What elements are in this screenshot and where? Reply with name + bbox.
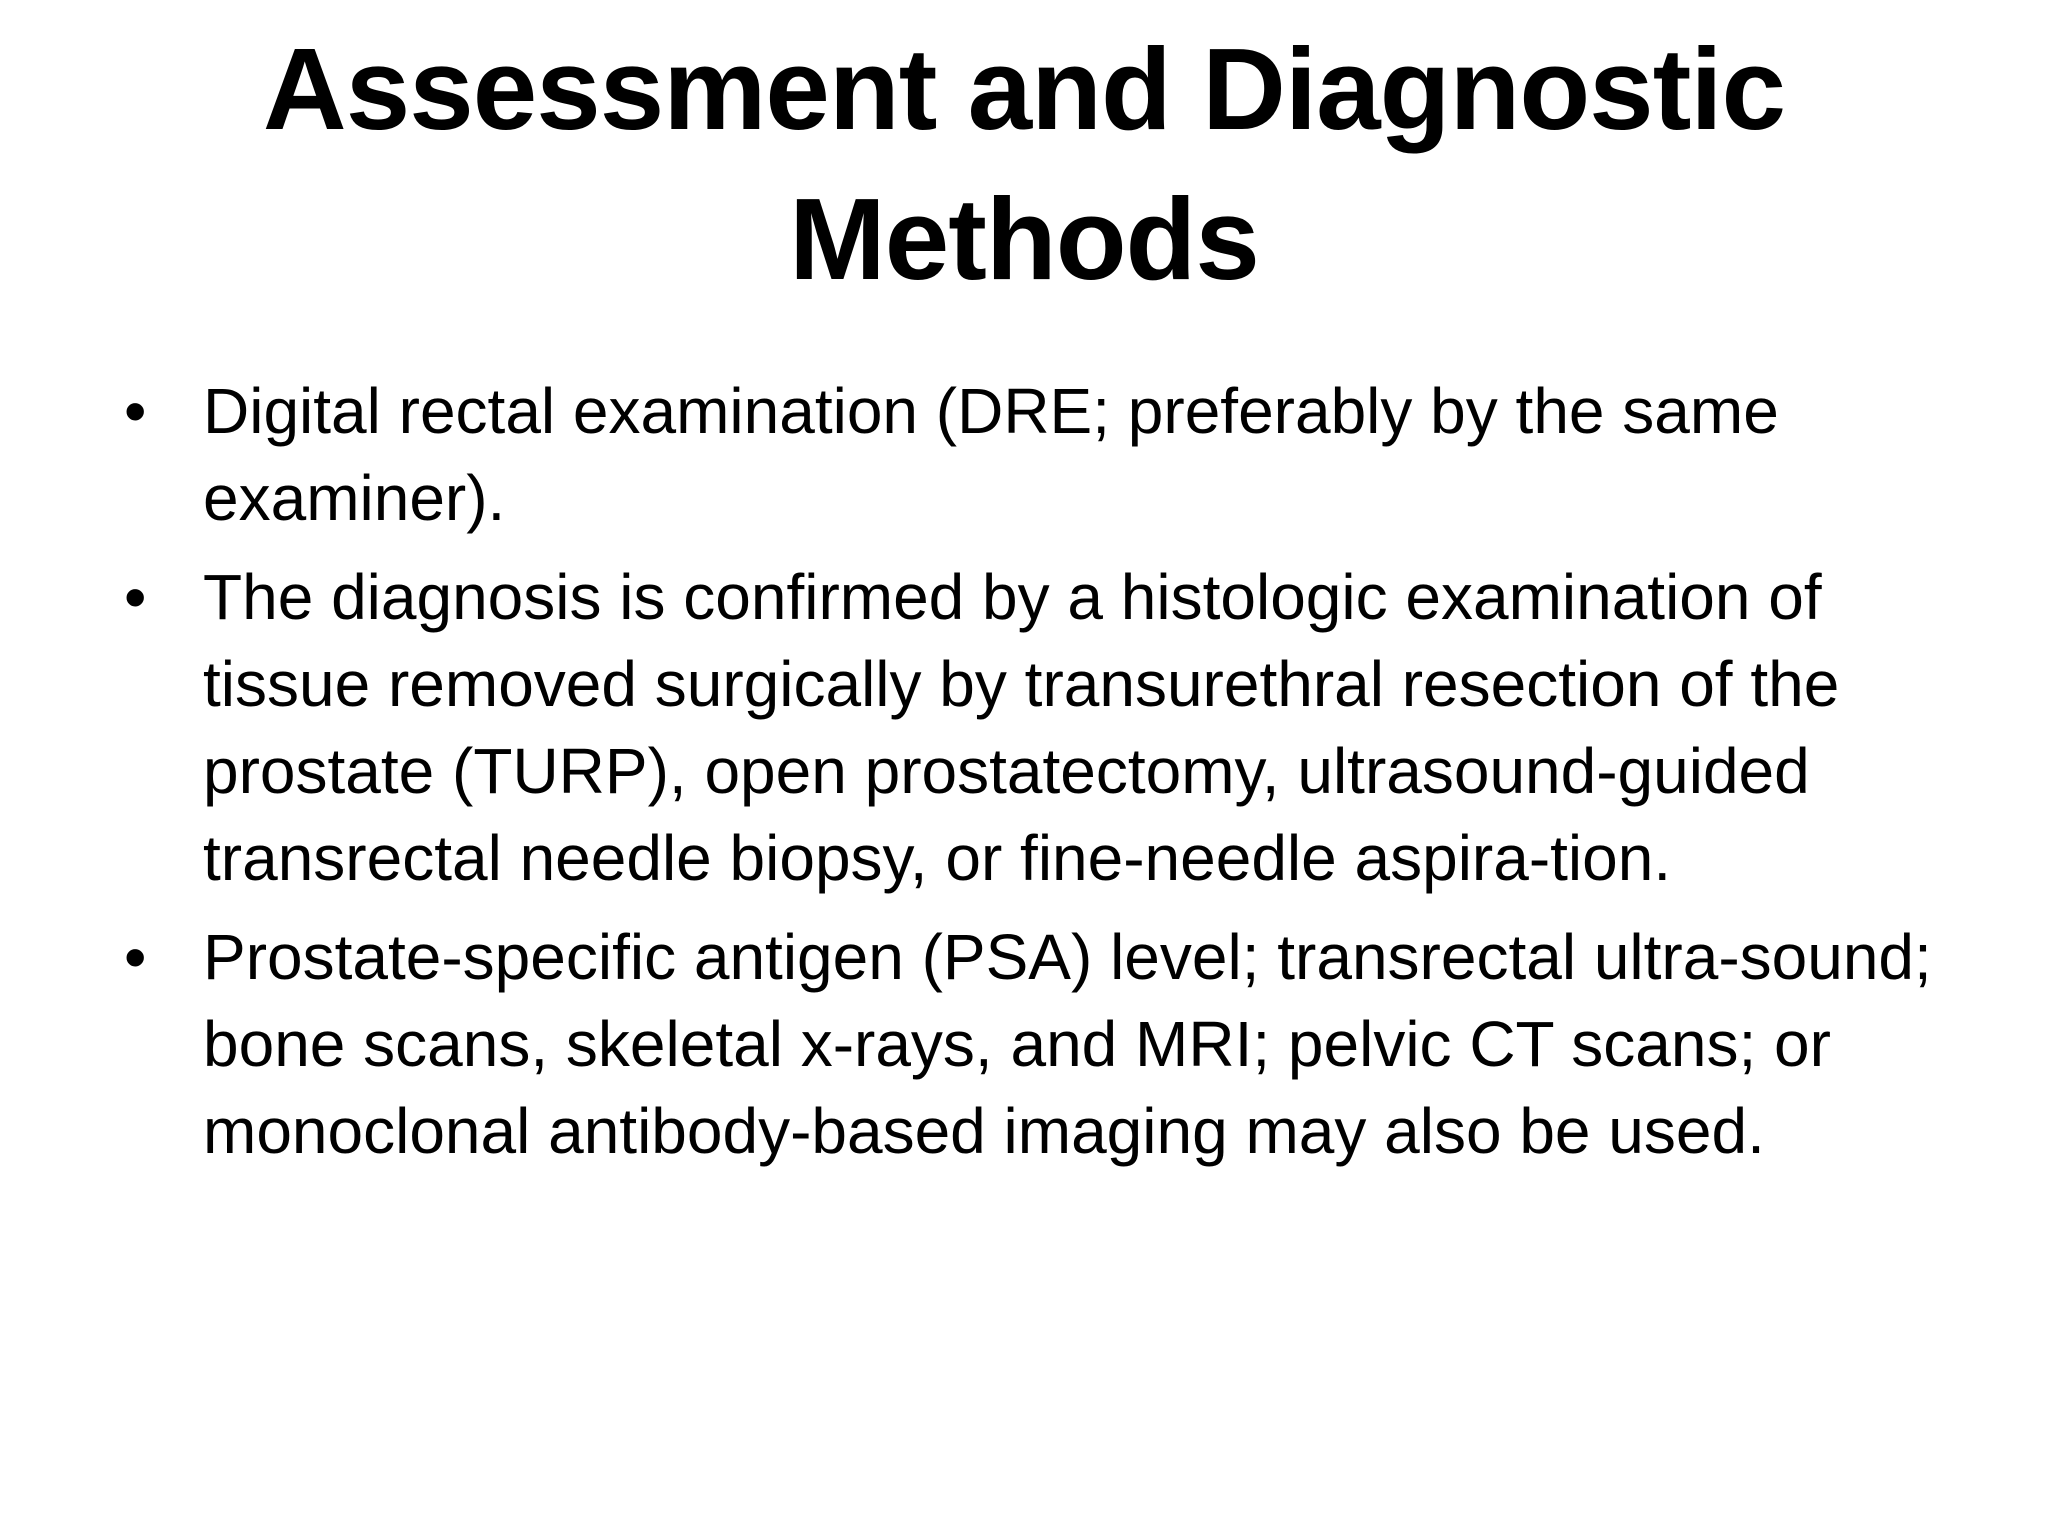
slide-title-line-1: Assessment and Diagnostic	[262, 24, 1786, 154]
bullet-dot-icon: •	[124, 375, 147, 447]
bullet-text: Digital rectal examination (DRE; preferably by the same examiner).	[203, 375, 1779, 534]
bullet-list	[118, 368, 1998, 1187]
bullet-item-psa-imaging	[118, 914, 1998, 1175]
slide-title	[0, 14, 2048, 314]
bullet-text: The diagnosis is confirmed by a histologic examination of tissue removed surgically by transurethral resection of the prostate (TURP), open prostatectomy, ultrasound-guided transrectal needle biopsy, or fine-needle aspira-tion.	[203, 561, 1840, 894]
slide-title-line-2: Methods	[789, 174, 1259, 304]
bullet-dot-icon: •	[124, 921, 147, 993]
bullet-text: Prostate-specific antigen (PSA) level; transrectal ultra-sound; bone scans, skeletal x-rays, and MRI; pelvic CT scans; or monoclonal antibody-based imaging may also be used.	[203, 921, 1932, 1167]
bullet-item-histologic-diagnosis	[118, 554, 1998, 902]
bullet-dot-icon: •	[124, 561, 147, 633]
bullet-item-dre	[118, 368, 1998, 542]
